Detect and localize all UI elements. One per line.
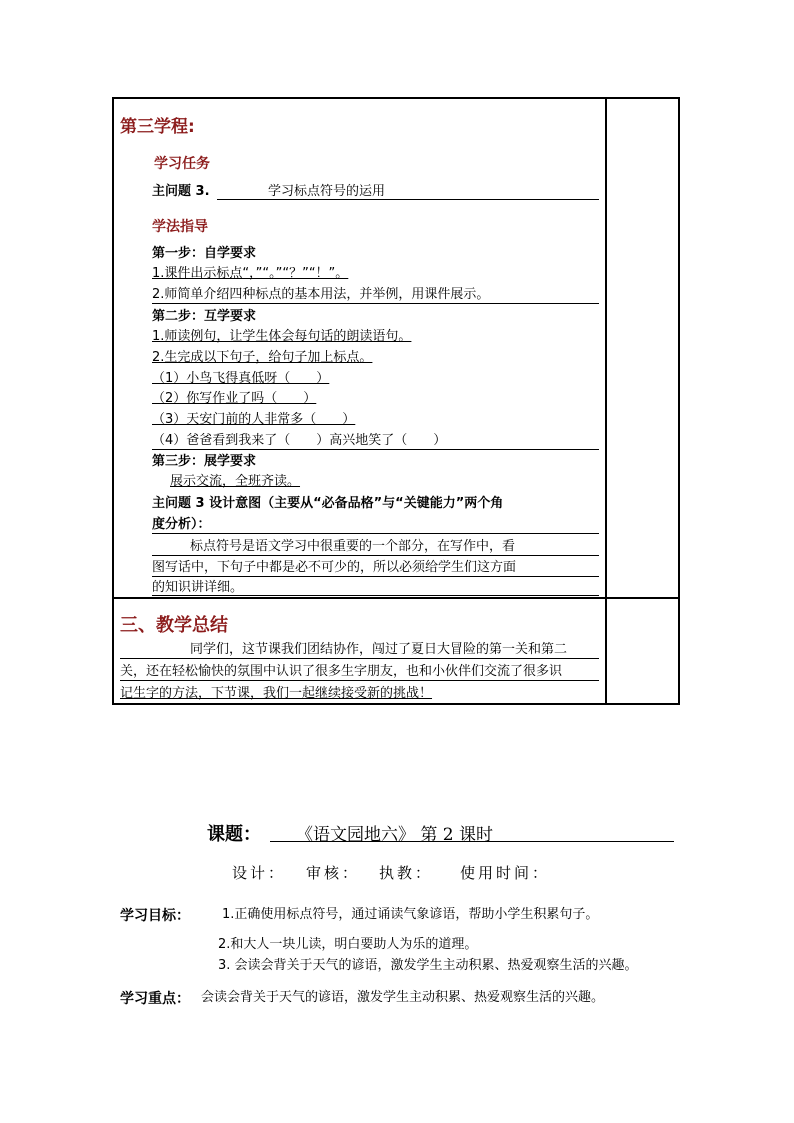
summary-underline-1 [120, 658, 599, 659]
sentence-1: （1）小鸟飞得真低呀（ ） [152, 371, 330, 386]
goal-1: 1.正确使用标点符号，通过诵读气象谚语，帮助小学生积累句子。 [222, 907, 599, 922]
summary-line-1: 同学们，这节课我们团结协作，闯过了夏日大冒险的第一关和第二 [190, 642, 568, 657]
meta-review: 审核： [306, 864, 361, 882]
lesson-title-text: 《语文园地六》 第 2 课时 [296, 825, 494, 845]
summary-line-2: 关，还在轻松愉快的氛围中认识了很多生字朋友，也和小伙伴们交流了很多识 [120, 664, 563, 679]
step3-text: 展示交流，全班齐读。 [170, 474, 301, 489]
intent-line1: 主问题 3 设计意图（主要从“必备品格”与“关键能力”两个角 [152, 496, 504, 511]
intent-line2: 度分析）： [152, 517, 211, 532]
topic-text: 学习标点符号的运用 [268, 184, 386, 199]
summary-line-3: 记生字的方法，下节课，我们一起继续接受新的挑战！ [120, 686, 433, 701]
intent-body-2: 图写话中，下句子中都是必不可少的，所以必须给学生们这方面 [152, 560, 517, 575]
step1-item-1: 1.课件出示标点“，”“。”“？”“！”。 [152, 266, 349, 281]
intent-body-1: 标点符号是语文学习中很重要的一个部分，在写作中，看 [190, 539, 516, 554]
meta-date: 使用时间： [460, 864, 551, 882]
step1-underline [152, 303, 599, 304]
topic-label: 主问题 3. [152, 184, 210, 199]
step2-title: 第二步：互学要求 [152, 309, 257, 324]
step3-title: 第三步：展学要求 [152, 454, 257, 469]
summary-heading: 三、教学总结 [120, 615, 228, 636]
focus-label: 学习重点： [120, 991, 190, 1007]
step2-item-2: 2.生完成以下句子，给句子加上标点。 [152, 350, 373, 365]
goal-2: 2.和大人一块儿读，明白要助人为乐的道理。 [218, 937, 478, 952]
sentence-3: （3）天安门前的人非常多（ ） [152, 412, 356, 427]
step2-item-1: 1.师读例句，让学生体会每句话的朗读语句。 [152, 329, 412, 344]
table-column-divider [605, 97, 607, 705]
meta-teacher: 执教： [379, 864, 434, 882]
section3-heading: 第三学程: [120, 117, 195, 137]
method-label: 学法指导 [152, 219, 208, 235]
meta-design: 设计： [232, 864, 287, 882]
sentence4-underline [152, 449, 599, 450]
intent-underline-1 [152, 555, 599, 556]
intent-underline-3 [152, 595, 599, 596]
goals-label: 学习目标： [120, 908, 190, 924]
intent-body-3: 的知识讲详细。 [152, 580, 244, 595]
step1-item-2: 2.师简单介绍四种标点的基本用法，并举例，用课件展示。 [152, 287, 490, 302]
step1-title: 第一步：自学要求 [152, 246, 257, 261]
focus-text: 会读会背关于天气的谚语，激发学生主动积累、热爱观察生活的兴趣。 [201, 990, 605, 1005]
intent-underline-2 [152, 576, 599, 577]
intent-underline [152, 533, 599, 534]
table-row-divider [112, 597, 680, 599]
sentence-4: （4）爸爸看到我来了（ ）高兴地笑了（ ） [152, 433, 447, 448]
lesson-title-label: 课题： [207, 824, 261, 845]
goal-3: 3. 会读会背关于天气的谚语，激发学生主动积累、热爱观察生活的兴趣。 [218, 958, 638, 973]
summary-underline-2 [120, 680, 599, 681]
task-label: 学习任务 [154, 156, 210, 172]
sentence-2: （2）你写作业了吗（ ） [152, 391, 317, 406]
